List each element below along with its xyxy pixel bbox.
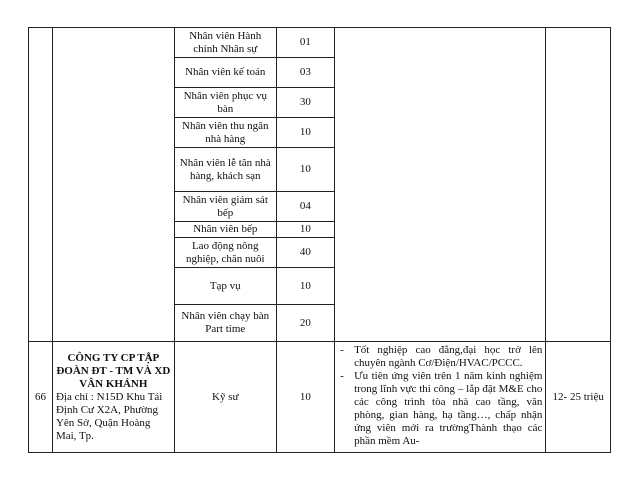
- position-cell: Nhân viên bếp: [174, 222, 276, 238]
- position-cell: Kỹ sư: [174, 342, 276, 453]
- table-row-company-66: [29, 342, 611, 453]
- requirement-item: [338, 344, 542, 370]
- position-cell: Nhân viên kế toán: [174, 58, 276, 88]
- salary-cell: 12- 25 triệu: [546, 342, 611, 453]
- requirement-text: Tốt nghiệp cao đẳng,đại học trở lên chuyên ngành Cơ/Điện/HVAC/PCCC.: [354, 344, 543, 369]
- salary-cell: [546, 28, 611, 342]
- position-cell: Lao động nông nghiệp, chăn nuôi: [174, 238, 276, 268]
- dash-marker: -: [340, 344, 344, 356]
- quantity-cell: 20: [276, 305, 334, 342]
- row-number-cell: [29, 28, 53, 342]
- requirements-cell: [335, 342, 546, 453]
- quantity-cell: 03: [276, 58, 334, 88]
- dash-marker: -: [340, 370, 344, 382]
- row-number: 66: [29, 342, 53, 453]
- quantity-cell: 01: [276, 28, 334, 58]
- position-cell: Nhân viên phục vụ bàn: [174, 88, 276, 118]
- quantity-cell: 10: [276, 118, 334, 148]
- position-cell: Tạp vụ: [174, 268, 276, 305]
- company-info: [52, 342, 174, 453]
- quantity-cell: 10: [276, 268, 334, 305]
- company-name: CÔNG TY CP TẬP ĐOÀN ĐT - TM VÀ XD VÂN KHÁNH: [56, 351, 171, 390]
- quantity-cell: 10: [276, 222, 334, 238]
- quantity-cell: 10: [276, 148, 334, 192]
- position-cell: Nhân viên lễ tân nhà hàng, khách sạn: [174, 148, 276, 192]
- position-cell: Nhân viên Hành chính Nhân sự: [174, 28, 276, 58]
- quantity-cell: 04: [276, 192, 334, 222]
- position-cell: Nhân viên giám sát bếp: [174, 192, 276, 222]
- position-cell: Nhân viên thu ngân nhà hàng: [174, 118, 276, 148]
- quantity-cell: 30: [276, 88, 334, 118]
- company-address: Địa chỉ : N15D Khu Tái Định Cư X2A, Phường Yên Sở, Quận Hoàng Mai, Tp.: [55, 390, 163, 442]
- requirement-text: Ưu tiên ứng viên trên 1 năm kinh nghiệm trong lĩnh vực thi công – lắp đặt M&E cho các công trình tòa nhà cao tầng, văn phòng, gian hàng, hạ tầng…, chấp nhận ứng viên mới ra trườngThành thạo các phần mềm Au-: [354, 370, 543, 447]
- job-table: [28, 27, 611, 453]
- quantity-cell: 10: [276, 342, 334, 453]
- table-row: [29, 28, 611, 58]
- position-cell: Nhân viên chạy bàn Part time: [174, 305, 276, 342]
- quantity-cell: 40: [276, 238, 334, 268]
- company-cell: [52, 28, 174, 342]
- requirement-item: [338, 370, 542, 448]
- requirements-cell: [335, 28, 546, 342]
- requirements-list: [338, 344, 542, 448]
